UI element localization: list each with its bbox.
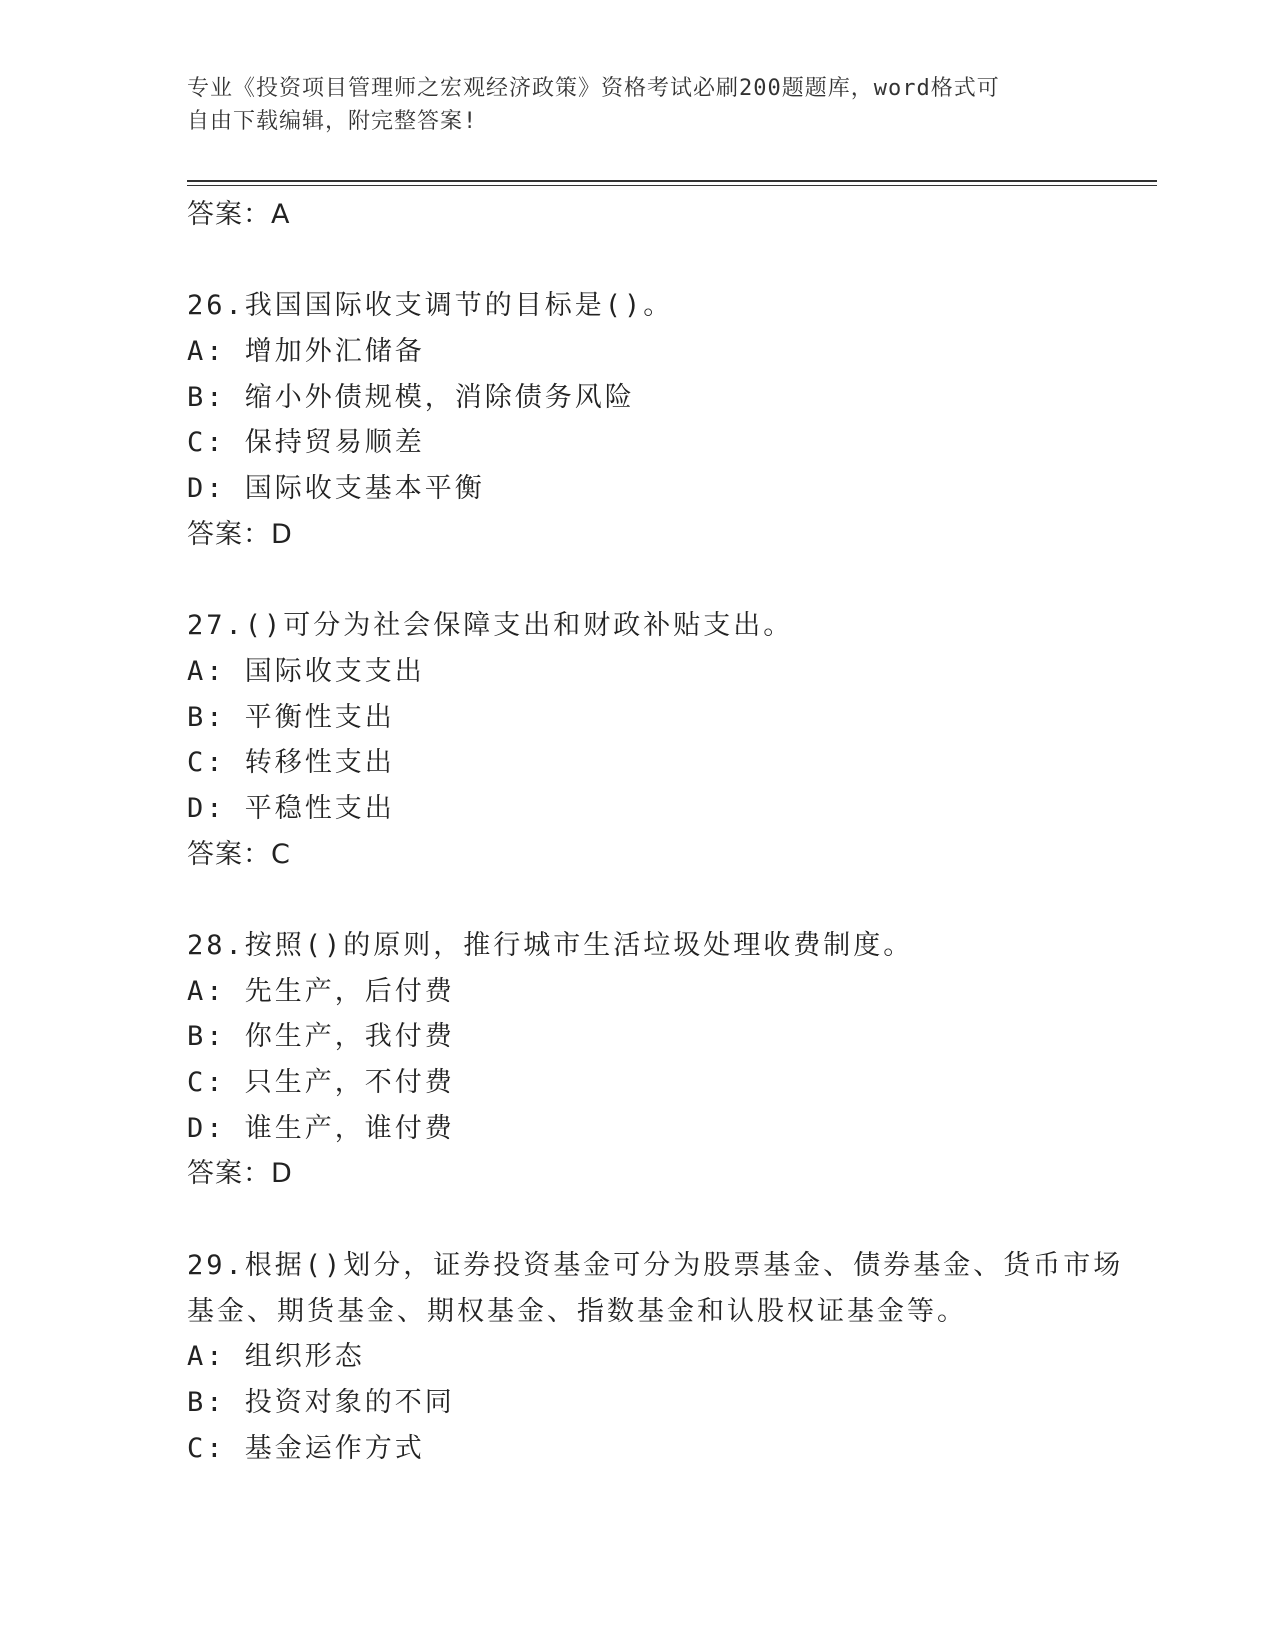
question-text: 29.根据()划分，证券投资基金可分为股票基金、债券基金、货币市场 xyxy=(187,1249,1124,1281)
question-block xyxy=(187,283,1157,557)
question-text: 27.()可分为社会保障支出和财政补贴支出。 xyxy=(187,610,794,642)
question-block xyxy=(187,603,1157,877)
answer-line: 答案：A xyxy=(187,199,291,230)
document-page xyxy=(187,0,1157,1650)
header-divider-thin xyxy=(187,185,1157,186)
option-c: C: 基金运作方式 xyxy=(187,1432,425,1464)
option-b: B: 平衡性支出 xyxy=(187,701,395,733)
question-text-continued: 基金、期货基金、期权基金、指数基金和认股权证基金等。 xyxy=(187,1295,967,1327)
spacer xyxy=(187,558,1157,604)
option-a: A: 组织形态 xyxy=(187,1341,365,1373)
option-a: A: 增加外汇储备 xyxy=(187,336,425,368)
answer-line: 答案：D xyxy=(187,518,293,550)
option-d: D: 平稳性支出 xyxy=(187,792,395,824)
spacer xyxy=(187,1197,1157,1243)
header-line-2: 自由下载编辑，附完整答案! xyxy=(187,109,478,134)
answer-line: 答案：C xyxy=(187,838,291,870)
option-b: B: 投资对象的不同 xyxy=(187,1386,455,1418)
answer-line: 答案：D xyxy=(187,1158,293,1190)
option-d: D: 谁生产，谁付费 xyxy=(187,1112,455,1144)
question-text: 26.我国国际收支调节的目标是()。 xyxy=(187,290,674,322)
option-d: D: 国际收支基本平衡 xyxy=(187,473,485,505)
option-c: C: 转移性支出 xyxy=(187,747,395,779)
spacer xyxy=(187,238,1157,284)
header-divider-thick xyxy=(187,180,1157,182)
header-line-1: 专业《投资项目管理师之宏观经济政策》资格考试必刷200题题库，word格式可 xyxy=(187,76,1000,101)
question-block xyxy=(187,1243,1157,1471)
spacer xyxy=(187,877,1157,923)
option-b: B: 你生产，我付费 xyxy=(187,1021,455,1053)
option-c: C: 保持贸易顺差 xyxy=(187,427,425,459)
document-header xyxy=(187,72,1087,138)
option-b: B: 缩小外债规模，消除债务风险 xyxy=(187,381,635,413)
option-a: A: 先生产，后付费 xyxy=(187,975,455,1007)
question-block xyxy=(187,923,1157,1197)
question-list xyxy=(187,192,1157,1471)
option-a: A: 国际收支支出 xyxy=(187,655,425,687)
question-text: 28.按照()的原则，推行城市生活垃圾处理收费制度。 xyxy=(187,930,914,961)
option-c: C: 只生产，不付费 xyxy=(187,1067,455,1099)
